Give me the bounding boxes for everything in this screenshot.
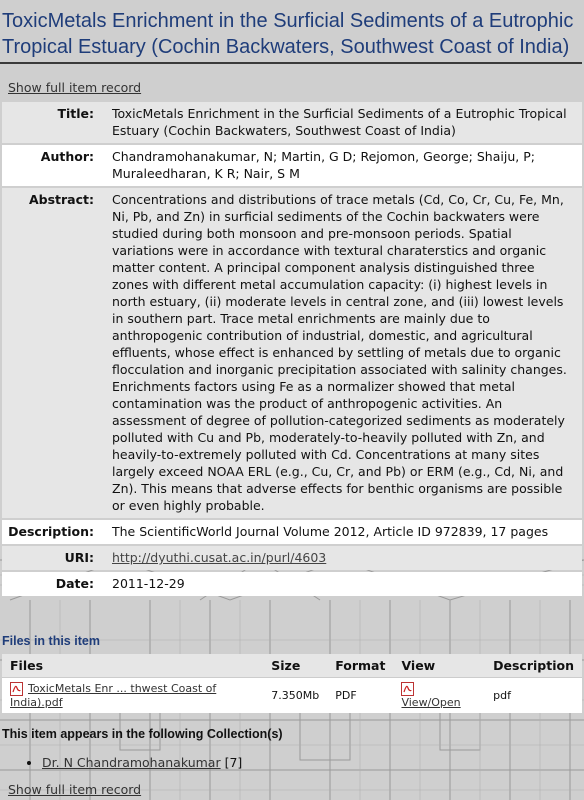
show-full-record-link-bottom[interactable]: Show full item record: [8, 782, 142, 797]
metadata-table: [2, 100, 582, 598]
metadata-row-description: [2, 520, 582, 544]
files-table: [2, 654, 582, 713]
metadata-label: URI:: [2, 546, 104, 570]
metadata-row-uri: [2, 546, 582, 570]
show-full-record-link-top[interactable]: Show full item record: [8, 80, 142, 95]
uri-link[interactable]: http://dyuthi.cusat.ac.in/purl/4603: [112, 550, 327, 565]
file-view-cell: [393, 678, 485, 714]
files-section-heading: Files in this item: [2, 634, 100, 648]
column-header-description: Description: [485, 654, 582, 678]
metadata-value-description: The ScientificWorld Journal Volume 2012, Article ID 972839, 17 pages: [104, 520, 582, 544]
file-format: PDF: [327, 678, 393, 714]
column-header-view: View: [393, 654, 485, 678]
metadata-row-date: [2, 572, 582, 596]
file-size: 7.350Mb: [263, 678, 327, 714]
collection-count: [7]: [224, 755, 243, 770]
list-item: [42, 755, 584, 770]
metadata-row-title: [2, 102, 582, 143]
file-cell: [2, 678, 263, 714]
metadata-label: Title:: [2, 102, 104, 143]
collection-link[interactable]: Dr. N Chandramohanakumar: [42, 755, 221, 770]
metadata-row-author: [2, 145, 582, 186]
files-table-header: [2, 654, 582, 678]
metadata-label: Author:: [2, 145, 104, 186]
metadata-value-title: ToxicMetals Enrichment in the Surficial Sediments of a Eutrophic Tropical Estuary (Cochin Backwaters, Southwest Coast of India): [104, 102, 582, 143]
pdf-icon[interactable]: [401, 682, 414, 696]
metadata-value-abstract: Concentrations and distributions of trace metals (Cd, Co, Cr, Cu, Fe, Mn, Ni, Pb, and Zn) in surficial sediments of the Cochin backwaters were studied during both monsoon and pre-monsoon periods. Spatial variations were in accordance with textural charaterstics and organic matter content. A principal component analysis distinguished three zones with different metal accumulation capacity: (i) highest levels in north estuary, (ii) moderate levels in central zone, and (iii) lowest levels in southern part. Trace metal enrichments are mainly due to anthropogenic contribution of industrial, domestic, and agricultural effluents, whose effect is enhanced by settling of metals due to organic flocculation and inorganic precipitation associated with salinity changes. Enrichments factors using Fe as a normalizer showed that metal contamination was the product of anthropogenic activities. An assessment of degree of pollution-categorized sediments as moderately polluted with Cu and Pb, moderately-to-heavily polluted with Zn, and heavily-to-extremely polluted with Cd. Concentrations at many sites largely exceed NOAA ERL (e.g., Cu, Cr, and Pb) or ERM (e.g., Cd, Ni, and Zn). This means that adverse effects for benthic organisms are possible or even highly probable.: [104, 188, 582, 518]
column-header-size: Size: [263, 654, 327, 678]
column-header-files: Files: [2, 654, 263, 678]
view-open-link[interactable]: View/Open: [401, 696, 461, 709]
metadata-label: Description:: [2, 520, 104, 544]
metadata-label: Date:: [2, 572, 104, 596]
metadata-value-uri: [104, 546, 582, 570]
column-header-format: Format: [327, 654, 393, 678]
file-link[interactable]: ToxicMetals Enr ... thwest Coast of India).pdf: [10, 682, 217, 709]
metadata-value-author: Chandramohanakumar, N; Martin, G D; Rejomon, George; Shaiju, P; Muraleedharan, K R; Nair, S M: [104, 145, 582, 186]
metadata-label: Abstract:: [2, 188, 104, 518]
metadata-row-abstract: [2, 188, 582, 518]
file-description: pdf: [485, 678, 582, 714]
collections-heading: This item appears in the following Collection(s): [2, 727, 283, 741]
pdf-icon[interactable]: [10, 682, 23, 696]
file-row: [2, 678, 582, 714]
metadata-value-date: 2011-12-29: [104, 572, 582, 596]
page-title: ToxicMetals Enrichment in the Surficial Sediments of a Eutrophic Tropical Estuary (Cochin Backwaters, Southwest Coast of India): [0, 0, 582, 64]
collections-list: [0, 755, 584, 770]
